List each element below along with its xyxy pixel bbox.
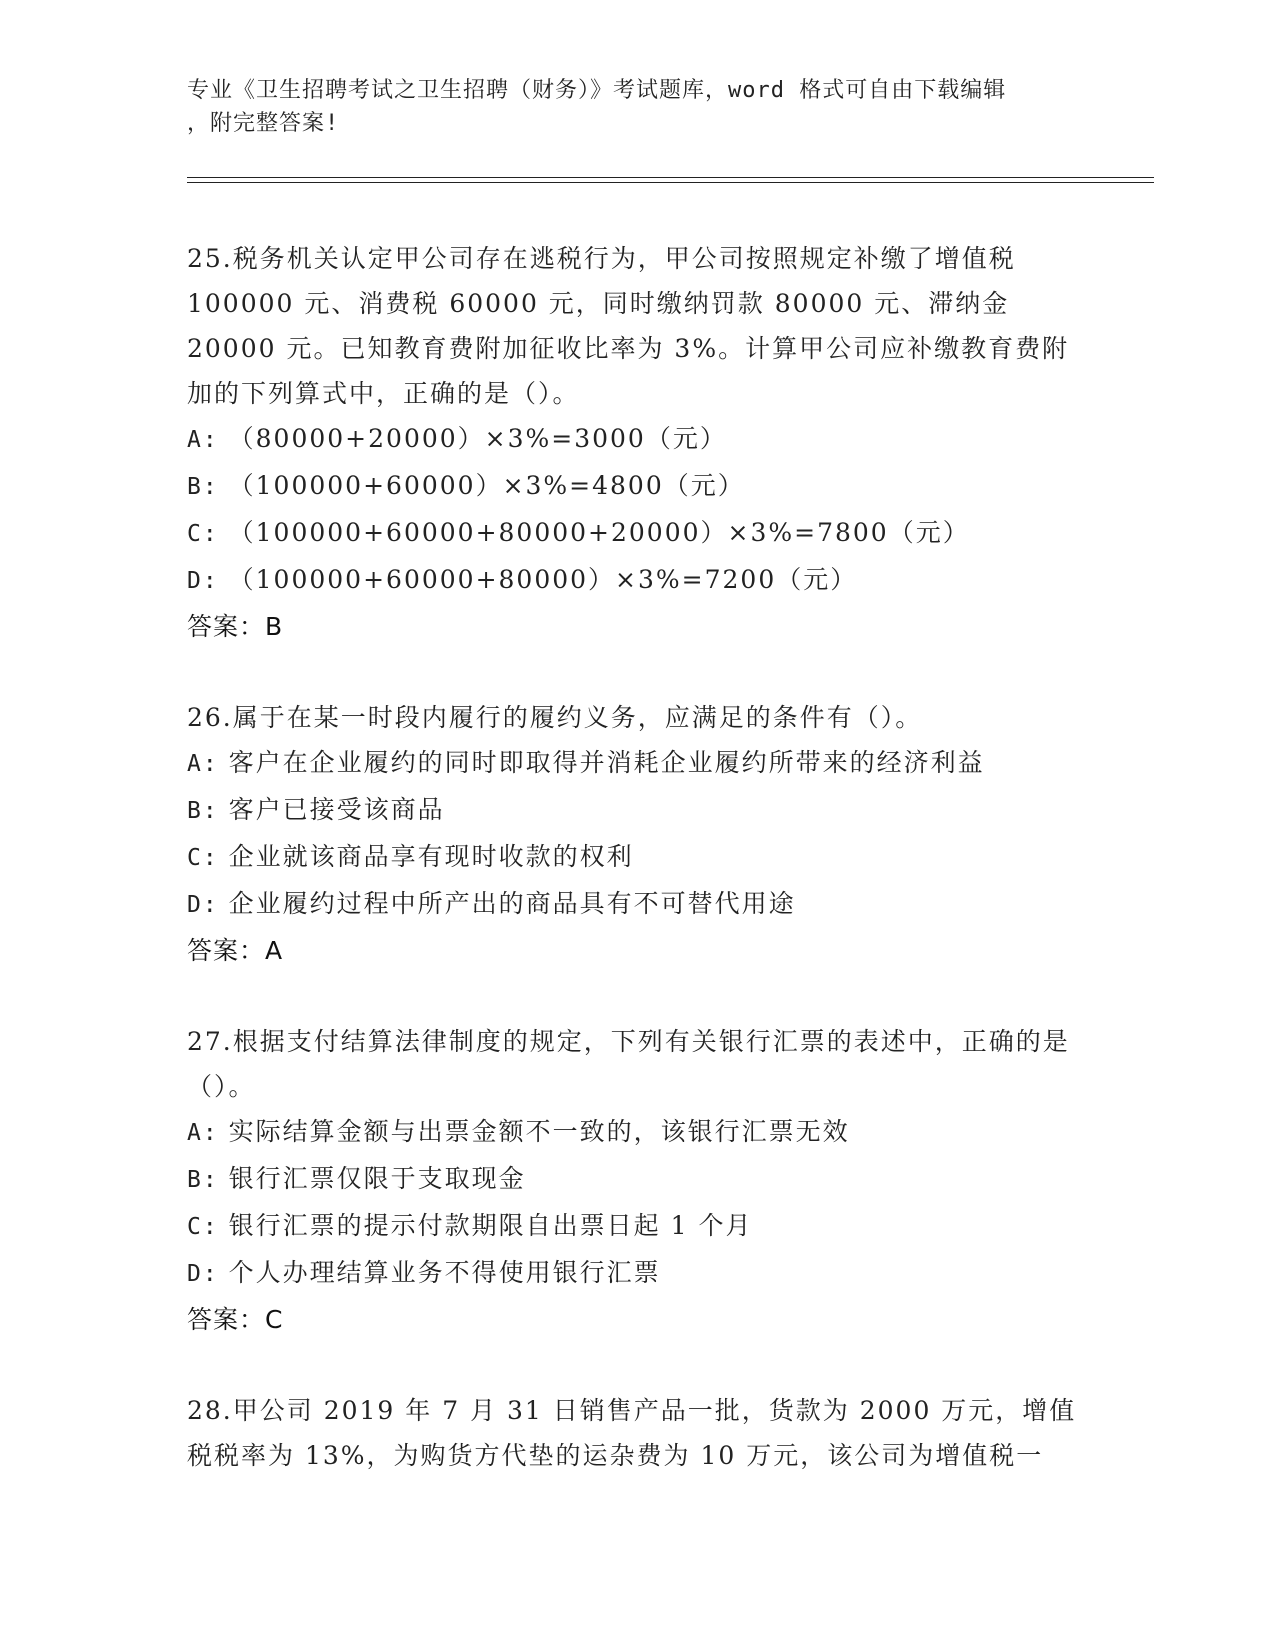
answer-label: 答案：A [187, 936, 284, 965]
option-a [187, 740, 1087, 787]
option-text: （100000+60000）×3%=4800（元） [228, 471, 745, 500]
option-c [187, 834, 1087, 881]
option-d [187, 1250, 1087, 1297]
option-a [187, 416, 1087, 463]
option-d [187, 557, 1087, 604]
option-text: （100000+60000+80000）×3%=7200（元） [228, 565, 858, 594]
option-text: 客户已接受该商品 [228, 795, 445, 824]
option-letter: C: [187, 521, 219, 547]
option-letter: A: [187, 751, 219, 777]
option-letter: B: [187, 474, 219, 500]
option-b [187, 1156, 1087, 1203]
option-letter: D: [187, 892, 219, 918]
option-text: （100000+60000+80000+20000）×3%=7800（元） [228, 518, 970, 547]
option-a [187, 1109, 1087, 1156]
question-list [187, 236, 1087, 1524]
document-header [187, 74, 1087, 140]
option-text: （80000+20000）×3%=3000（元） [228, 424, 727, 453]
option-b [187, 787, 1087, 834]
option-text: 企业履约过程中所产出的商品具有不可替代用途 [228, 889, 796, 918]
question-stem: 26.属于在某一时段内履行的履约义务，应满足的条件有（）。 [187, 703, 923, 732]
option-c [187, 510, 1087, 557]
option-letter: A: [187, 427, 219, 453]
option-c [187, 1203, 1087, 1250]
question-28 [187, 1388, 1087, 1478]
option-letter: C: [187, 1214, 219, 1240]
option-text: 银行汇票仅限于支取现金 [228, 1164, 526, 1193]
header-divider-top [187, 177, 1154, 178]
option-letter: B: [187, 798, 219, 824]
question-26 [187, 695, 1087, 973]
option-letter: D: [187, 568, 219, 594]
question-stem: 25.税务机关认定甲公司存在逃税行为，甲公司按照规定补缴了增值税100000 元、消费税 60000 元，同时缴纳罚款 80000 元、滞纳金 20000 元。已知教育费附加征收比率为 3%。计算甲公司应补缴教育费附加的下列算式中，正确的是（）。 [187, 244, 1070, 408]
question-stem: 28.甲公司 2019 年 7 月 31 日销售产品一批，货款为 2000 万元，增值税税率为 13%，为购货方代垫的运杂费为 10 万元，该公司为增值税一 [187, 1396, 1077, 1470]
option-letter: A: [187, 1120, 219, 1146]
header-line-1: 专业《卫生招聘考试之卫生招聘（财务）》考试题库，word 格式可自由下载编辑 [187, 78, 1007, 103]
option-b [187, 463, 1087, 510]
question-25 [187, 236, 1087, 649]
header-divider-bottom [187, 182, 1154, 183]
option-text: 客户在企业履约的同时即取得并消耗企业履约所带来的经济利益 [228, 748, 985, 777]
option-letter: D: [187, 1261, 219, 1287]
option-text: 银行汇票的提示付款期限自出票日起 1 个月 [228, 1211, 753, 1240]
option-letter: B: [187, 1167, 219, 1193]
header-line-2: ，附完整答案! [187, 111, 340, 136]
option-letter: C: [187, 845, 219, 871]
option-text: 个人办理结算业务不得使用银行汇票 [228, 1258, 661, 1287]
option-d [187, 881, 1087, 928]
option-text: 实际结算金额与出票金额不一致的，该银行汇票无效 [228, 1117, 850, 1146]
question-stem: 27.根据支付结算法律制度的规定，下列有关银行汇票的表述中，正确的是（）。 [187, 1027, 1070, 1101]
answer-label: 答案：B [187, 612, 284, 641]
option-text: 企业就该商品享有现时收款的权利 [228, 842, 634, 871]
answer-label: 答案：C [187, 1305, 284, 1334]
question-27 [187, 1019, 1087, 1342]
